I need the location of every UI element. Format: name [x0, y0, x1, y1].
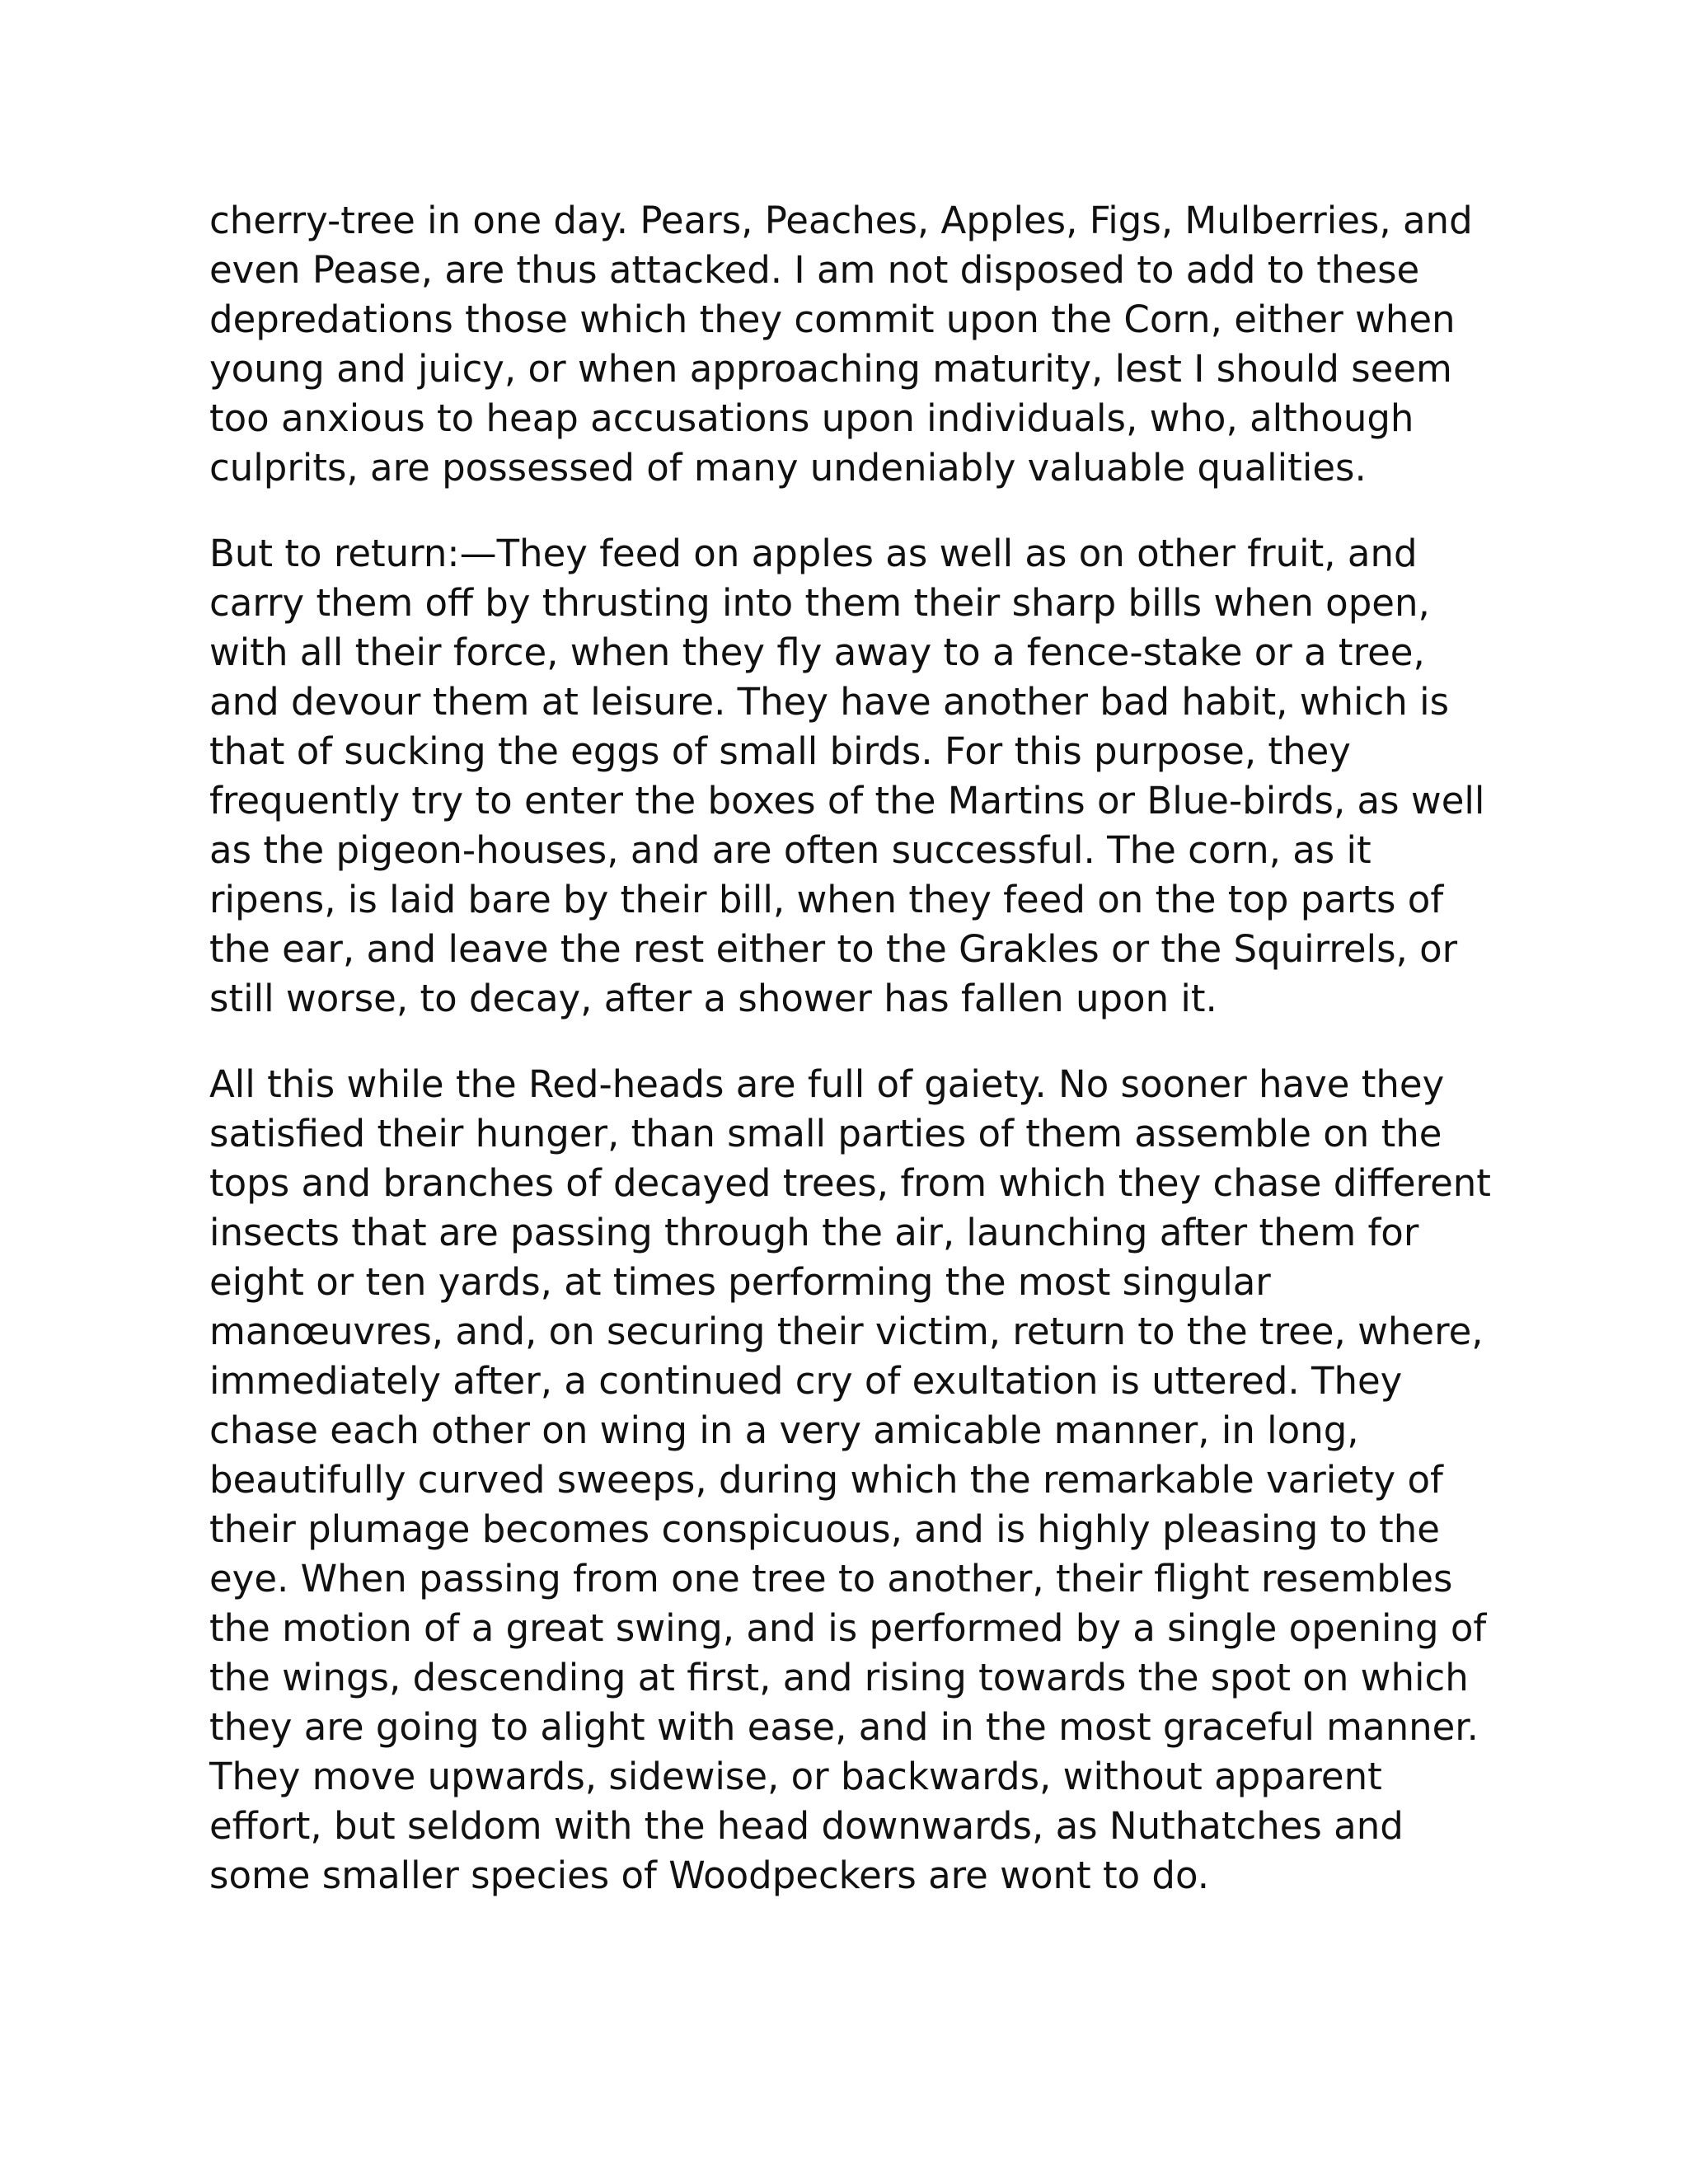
text-line: eight or ten yards, at times performing the most singular — [209, 1260, 1271, 1304]
text-line: some smaller species of Woodpeckers are wont to do. — [209, 1854, 1210, 1897]
text-line: young and juicy, or when approaching maturity, lest I should seem — [209, 347, 1452, 391]
text-line: But to return:—They feed on apples as well as on other fruit, and — [209, 532, 1418, 575]
document-page — [209, 196, 1491, 1937]
text-line: the ear, and leave the rest either to the Grakles or the Squirrels, or — [209, 927, 1458, 971]
text-line: still worse, to decay, after a shower has fallen upon it. — [209, 977, 1217, 1020]
text-line: depredations those which they commit upon the Corn, either when — [209, 298, 1456, 341]
text-line: insects that are passing through the air, launching after them for — [209, 1211, 1419, 1254]
text-line: tops and branches of decayed trees, from which they chase different — [209, 1161, 1491, 1205]
text-line: and devour them at leisure. They have another bad habit, which is — [209, 680, 1450, 724]
paragraph-1 — [209, 196, 1479, 493]
text-line: culprits, are possessed of many undeniably valuable qualities. — [209, 446, 1367, 490]
text-line: chase each other on wing in a very amicable manner, in long, — [209, 1408, 1359, 1452]
text-line: the wings, descending at first, and rising towards the spot on which — [209, 1656, 1469, 1699]
text-line: manœuvres, and, on securing their victim, return to the tree, where, — [209, 1310, 1484, 1353]
text-line: as the pigeon-houses, and are often successful. The corn, as it — [209, 828, 1372, 872]
text-line: satisfied their hunger, than small parties of them assemble on the — [209, 1112, 1442, 1155]
text-line: the motion of a great swing, and is performed by a single opening of — [209, 1606, 1487, 1650]
text-line: carry them off by thrusting into them their sharp bills when open, — [209, 581, 1430, 625]
text-line: eye. When passing from one tree to another, their flight resembles — [209, 1557, 1453, 1601]
text-line: too anxious to heap accusations upon individuals, who, although — [209, 396, 1414, 440]
text-line: effort, but seldom with the head downwards, as Nuthatches and — [209, 1804, 1404, 1848]
text-line: even Pease, are thus attacked. I am not disposed to add to these — [209, 248, 1420, 292]
text-line: ripens, is laid bare by their bill, when they feed on the top parts of — [209, 878, 1444, 921]
text-line: immediately after, a continued cry of exultation is uttered. They — [209, 1359, 1403, 1403]
paragraph-3 — [209, 1060, 1491, 1900]
text-line: that of sucking the eggs of small birds. For this purpose, they — [209, 729, 1351, 773]
text-line: All this while the Red-heads are full of gaiety. No sooner have they — [209, 1062, 1445, 1106]
text-line: their plumage becomes conspicuous, and is highly pleasing to the — [209, 1507, 1440, 1551]
text-line: they are going to alight with ease, and in the most graceful manner. — [209, 1705, 1479, 1749]
paragraph-2 — [209, 529, 1485, 1024]
text-line: They move upwards, sidewise, or backwards, without apparent — [209, 1755, 1382, 1798]
text-line: frequently try to enter the boxes of the Martins or Blue-birds, as well — [209, 779, 1485, 823]
text-line: with all their force, when they fly away to a fence-stake or a tree, — [209, 630, 1425, 674]
text-line: cherry-tree in one day. Pears, Peaches, Apples, Figs, Mulberries, and — [209, 199, 1473, 242]
text-line: beautifully curved sweeps, during which the remarkable variety of — [209, 1458, 1443, 1502]
